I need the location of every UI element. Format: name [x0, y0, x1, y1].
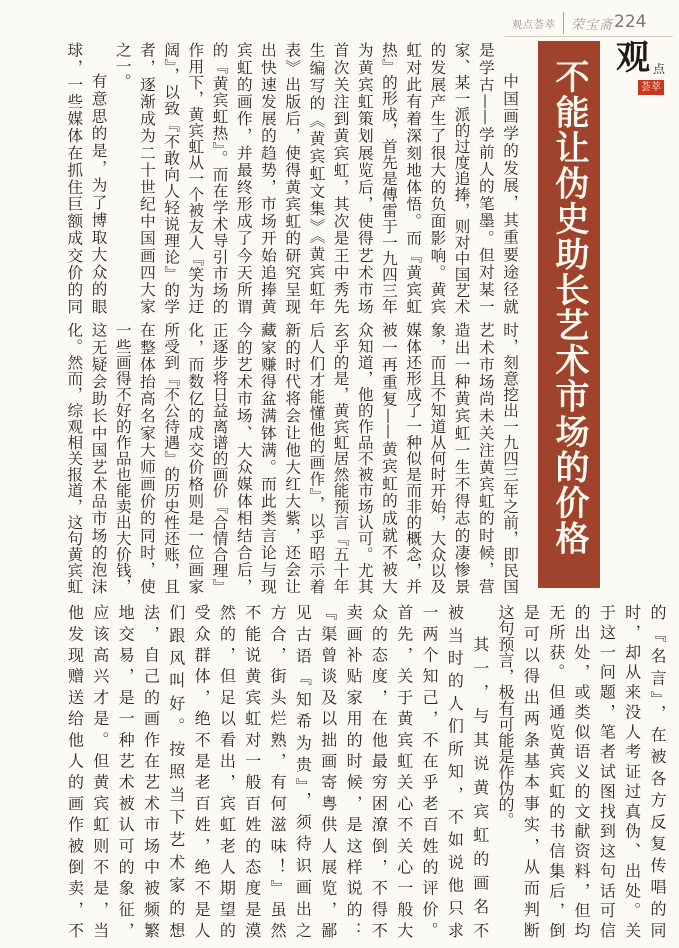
text-column: 的发展产生了很大的负面影响。黄宾 — [428, 42, 447, 314]
article-title: 不能让伪史助长艺术市场的价格 — [549, 59, 589, 556]
text-column: 造出一种黄宾虹一生不得志的凄惨景 — [452, 322, 471, 594]
text-column: 生编写的《黄宾虹文集》《黄宾虹年 — [307, 42, 326, 314]
text-column: 宾虹的画作，并最终形成了今天所谓 — [234, 42, 253, 314]
text-column: 地交易，是一种艺术被认可的象征， — [116, 604, 136, 938]
text-column: 这句预言，极有可能是作伪的。 — [496, 604, 516, 828]
text-column: 表》出版后，使得黄宾虹的研究呈现 — [283, 42, 302, 314]
title-banner — [538, 41, 600, 588]
text-column: 艺术市场尚未关注黄宾虹的时候，营 — [476, 322, 495, 594]
text-column: 应该高兴才是。但黄宾虹则不是，当 — [90, 604, 110, 938]
text-column: 的『名言』，在被各方反复传唱的同 — [648, 604, 667, 938]
text-column: 众知道，他的作品不被市场认可。尤其 — [355, 322, 374, 594]
text-column: 时，刻意挖出一九四三年之前，即民国 — [501, 322, 519, 594]
article-block-lower — [62, 604, 670, 938]
text-column: 一些画得不好的作品也能卖出大价钱， — [113, 322, 132, 594]
text-column: 化，而数亿的成交价格则是一位画家 — [186, 322, 205, 594]
text-column: 新的时代将会让他大红大紫，还会让 — [283, 322, 302, 594]
text-column: 中国画学的发展，其重要途径就 — [501, 73, 519, 314]
page-number: 224 — [614, 12, 647, 32]
text-column: 他发现赠送给他人的画作被倒卖，不 — [65, 604, 85, 938]
text-column: 的『黄宾虹热』。而在学术导引市场的 — [210, 42, 229, 314]
text-column: 一两个知己，不在乎老百姓的评价。 — [420, 604, 440, 938]
text-column: 今的艺术市场、大众媒体相结合后， — [234, 322, 253, 594]
text-column: 方合，街头烂熟，有何滋味！』虽然 — [268, 604, 288, 938]
text-column: 藏家赚得盆满钵满。而此类言论与现 — [258, 322, 277, 594]
text-column: 被当时的人们所知，不如说他只求 — [445, 604, 465, 938]
magazine-name: 荣宝斋 — [571, 18, 614, 33]
text-column: 法，自己的画作在艺术市场中被频繁 — [141, 604, 161, 938]
header-rule — [505, 36, 673, 37]
text-column: 所受到『不公待遇』的历史性还账，且 — [162, 322, 181, 594]
text-column: 在整体抬高名家大师画价的同时，使 — [137, 322, 156, 594]
text-column: 之一。 — [113, 42, 132, 89]
text-column: 出快速发展的趋势，市场开始追捧黄 — [258, 42, 277, 314]
text-column: 于这一问题，笔者试图找到这句话可信 — [597, 604, 617, 938]
section-label: 观点荟萃 — [512, 20, 556, 31]
text-column: 首先，关于黄宾虹关心不关心一般大 — [394, 604, 414, 938]
text-column: 卖画补贴家用的时候，是这样说的： — [344, 604, 364, 938]
text-column: 被一再重复——黄宾虹的成就不被大 — [379, 322, 398, 594]
text-column: 玄乎的是，黄宾虹居然能预言『五十年 — [331, 322, 350, 594]
text-column: 正逐步将日益离谱的画价『合情合理』 — [210, 322, 229, 594]
text-column: 阔』，以致『不敢向人轻说理论』的学 — [162, 42, 181, 314]
text-column: 为黄宾虹策划展览后，使得艺术市场 — [355, 42, 374, 314]
text-column: 媒体还形成了一种似是而非的概念，并 — [404, 322, 423, 594]
article-block-upper — [62, 42, 522, 314]
header-divider — [563, 12, 564, 34]
text-column: 是学古——学前人的笔墨。但对某一 — [476, 42, 495, 314]
text-column: 热』的形成，首先是傅雷于一九四三年 — [379, 42, 398, 314]
text-column: 象，而且不知道从何时开始，大众以及 — [428, 322, 447, 594]
logo-main-character: 观 — [616, 38, 650, 78]
logo-tag: 荟萃 — [638, 80, 664, 95]
text-column: 这无疑会助长中国艺术品市场的泡沫 — [89, 322, 108, 594]
text-column: 其一，与其说黄宾虹的画名不 — [470, 636, 490, 938]
article-block-middle — [62, 322, 522, 594]
text-column: 不能说黄宾虹对一般百姓的态度是漠 — [242, 604, 262, 938]
text-column: 然的，但足以看出，宾虹老人期望的 — [217, 604, 237, 938]
text-column: 虹对此有着深刻地体悟。而『黄宾虹 — [404, 42, 423, 314]
text-column: 家、某一派的过度追捧，则对中国艺术 — [452, 42, 471, 314]
text-column: 首次关注到黄宾虹，其次是王中秀先 — [331, 42, 350, 314]
logo-small-character: 点 — [653, 62, 666, 76]
text-column: 众的态度，在他最穷困潦倒，不得不 — [369, 604, 389, 938]
text-column: 见古语『知希为贵』，须待识画出之 — [293, 604, 313, 938]
text-column: 是可以得出两条基本事实，从而判断 — [521, 604, 541, 938]
text-column: 作用下，黄宾虹从一个被友人『笑为迂 — [186, 42, 205, 314]
section-logo — [616, 40, 674, 98]
text-column: 有意思的是，为了博取大众的眼 — [89, 73, 108, 314]
text-column: 『渠曾谈及以拙画寄粤供人展览，鄙 — [318, 604, 338, 938]
text-column: 们跟风叫好。按照当下艺术家的想 — [166, 604, 186, 938]
text-column: 者，逐渐成为二十世纪中国画四大家 — [137, 42, 156, 314]
text-column: 后人们才能懂他的画作』，以乎昭示着 — [307, 322, 326, 594]
text-column: 时，却从来没人考证过真伪、出处。关 — [622, 604, 642, 938]
text-column: 受众群体，绝不是老百姓，绝不是人 — [192, 604, 212, 938]
text-column: 化。然而，综观相关报道，这句黄宾虹 — [65, 322, 84, 594]
text-column: 无所获。但通览黄宾虹的书信集后，倒 — [546, 604, 566, 938]
text-column: 的出处，或类似语义的文献资料，但均 — [572, 604, 592, 938]
text-column: 球，一些媒体在抓住巨额成交价的同 — [65, 42, 84, 314]
